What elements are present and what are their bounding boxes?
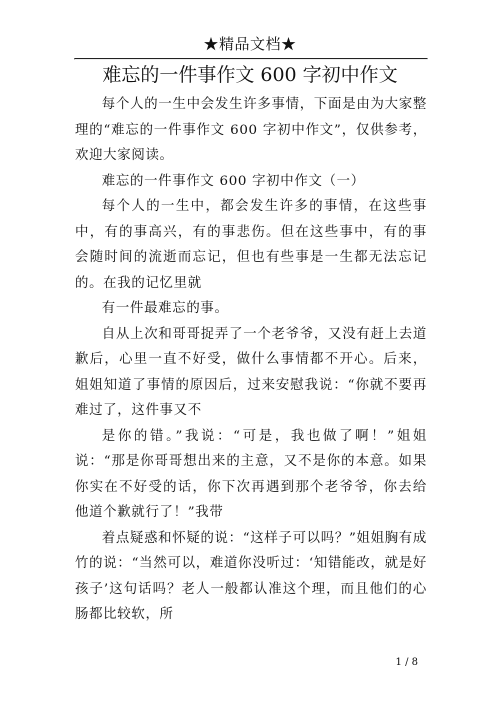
paragraph: 着点疑惑和怀疑的说：“这样子可以吗？”姐姐胸有成竹的说：“当然可以，难道你没听过：‘知错能改，就是好孩子’这句话吗？老人一般都认准这个理，而且他们的心肠都比较软，所 xyxy=(75,530,427,622)
paragraph: 是你的错。”我说：“可是，我也做了啊！”姐姐说：“那是你哥哥想出来的主意，又不是你的本意。如果你实在不好受的话，你下次再遇到那个老爷爷，你去给他道个歉就行了！”我带 xyxy=(75,428,427,520)
paragraph: 自从上次和哥哥捉弄了一个老爷爷，又没有赶上去道歉后，心里一直不好受，做什么事情都不开心。后来，姐姐知道了事情的原因后，过来安慰我说：“你就不要再难过了，这件事又不 xyxy=(75,326,427,418)
paragraph-intro: 每个人的一生中会发生许多事情，下面是由为大家整理的“难忘的一件事作文 600 字初中作文”，仅供参考，欢迎大家阅读。 xyxy=(75,97,427,163)
page-number: 1 / 8 xyxy=(395,657,418,668)
header-mark: ★精品文档★ xyxy=(203,35,297,53)
paragraph: 有一件最难忘的事。 xyxy=(101,301,229,316)
document-title: 难忘的一件事作文 600 字初中作文 xyxy=(102,64,398,86)
section-heading: 难忘的一件事作文 600 字初中作文（一） xyxy=(101,173,365,189)
header-divider xyxy=(74,58,428,60)
paragraph: 每个人的一生中，都会发生许多的事情，在这些事中，有的事高兴，有的事悲伤。但在这些事中，有的事会随时间的流逝而忘记，但也有些事是一生都无法忘记的。在我的记忆里就 xyxy=(75,199,427,291)
document-body xyxy=(75,92,427,628)
